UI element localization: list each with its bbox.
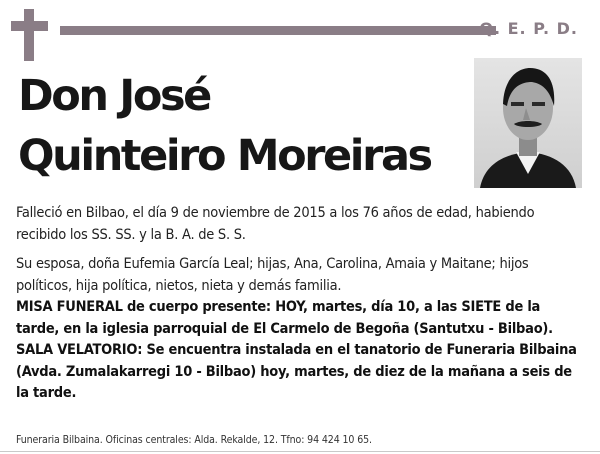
cross-icon-horizontal (11, 21, 48, 31)
deceased-name (18, 66, 431, 186)
funeral-home-footer: Funeraria Bilbaina. Oficinas centrales: Alda. Rekalde, 12. Tfno: 94 424 10 65. (16, 434, 372, 446)
wake-room-text: SALA VELATORIO: Se encuentra instalada en el tanatorio de Funeraria Bilbaina (Avda. Zumalakarregi 10 - Bilbao) hoy, martes, de diez de la mañana a seis de la tarde. (16, 342, 577, 401)
death-notice-text: Falleció en Bilbao, el día 9 de noviembre de 2015 a los 76 años de edad, habiendo recibido los SS. SS. y la B. A. de S. S. (16, 205, 535, 243)
qepd-label: Q. E. P. D. (479, 19, 578, 38)
notice-body (16, 203, 586, 405)
portrait-illustration (474, 58, 582, 188)
family-text: Su esposa, doña Eufemia García Leal; hijas, Ana, Carolina, Amaia y Maitane; hijos políticos, hija política, nietos, nieta y demás familia. (16, 256, 529, 294)
header-rule (60, 26, 496, 35)
name-line-1: Don José (18, 71, 210, 121)
bottom-divider (0, 451, 600, 452)
cross-icon-vertical (24, 9, 34, 61)
funeral-mass-text: MISA FUNERAL de cuerpo presente: HOY, martes, día 10, a las SIETE de la tarde, en la iglesia parroquial de El Carmelo de Begoña (Santutxu - Bilbao). (16, 299, 553, 337)
name-line-2: Quinteiro Moreiras (18, 131, 431, 181)
portrait-photo (474, 58, 582, 188)
